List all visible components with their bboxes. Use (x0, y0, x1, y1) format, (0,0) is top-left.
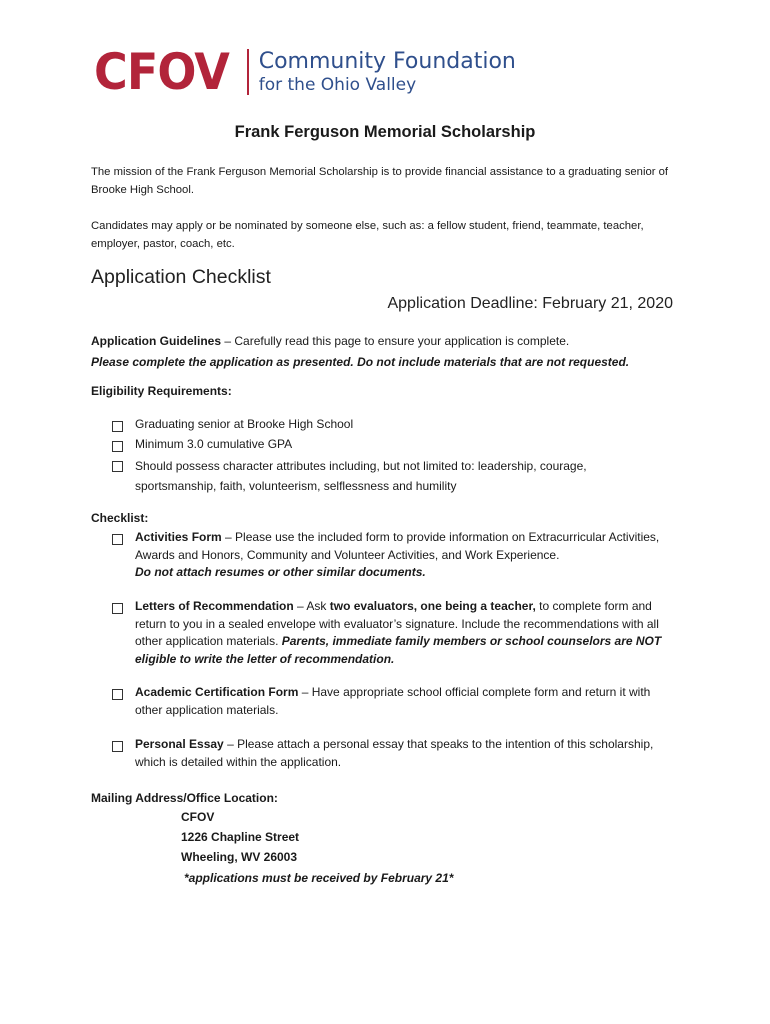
logo-line-1: Community Foundation (258, 49, 516, 74)
personal-essay-checkbox[interactable] (112, 741, 123, 752)
letters-note: Parents, immediate family members or school counselors are NOT eligible to write the letter of recommendation. (135, 634, 662, 666)
mission-paragraph: The mission of the Frank Ferguson Memorial Scholarship is to provide financial assistance to a graduating senior of Brooke High School. (91, 166, 669, 196)
letters-label: Letters of Recommendation (135, 599, 294, 613)
letters-of-recommendation-checkbox[interactable] (112, 603, 123, 614)
letters-text-b: to complete form and return to you in a sealed envelope with evaluator’s signature. Include the recommendations with all other application materials. (135, 599, 659, 648)
guidelines-text: – Carefully read this page to ensure your application is complete. (221, 334, 570, 348)
personal-essay-item (135, 736, 680, 771)
checklist-heading: Application Checklist (91, 266, 271, 288)
letters-text-a: – Ask (293, 599, 330, 613)
eligibility-item-2: Minimum 3.0 cumulative GPA (135, 437, 293, 451)
guidelines-note: Please complete the application as presented. Do not include materials that are not requested. (91, 355, 630, 369)
eligibility-item-3: Should possess character attributes including, but not limited to: leadership, courage, sportsmanship, faith, volunteerism, selflessness and humility (135, 459, 587, 493)
academic-certification-item (135, 684, 660, 719)
document-title: Frank Ferguson Memorial Scholarship (234, 123, 536, 141)
activities-form-text: – Please use the included form to provide information on Extracurricular Activities, Awards and Honors, Community and Volunteer Activities, and Work Experience. (135, 530, 660, 562)
logo-line-2: for the Ohio Valley (258, 75, 417, 95)
eligibility-checkbox-1[interactable] (112, 421, 123, 432)
academic-certification-text: – Have appropriate school official complete form and return it with other application materials. (135, 685, 651, 717)
application-deadline: Application Deadline: February 21, 2020 (387, 295, 673, 312)
checklist-subheading: Checklist: (91, 511, 149, 525)
letters-of-recommendation-item (135, 598, 680, 668)
eligibility-heading: Eligibility Requirements: (91, 384, 232, 398)
academic-certification-checkbox[interactable] (112, 689, 123, 700)
eligibility-checkbox-2[interactable] (112, 441, 123, 452)
mailing-heading: Mailing Address/Office Location: (91, 791, 278, 805)
activities-form-note: Do not attach resumes or other similar documents. (135, 565, 426, 579)
guidelines-label: Application Guidelines (91, 334, 222, 348)
eligibility-checkbox-3[interactable] (112, 461, 123, 472)
personal-essay-text: – Please attach a personal essay that speaks to the intention of this scholarship, which is detailed within the application. (135, 737, 654, 769)
mailing-line-2: 1226 Chapline Street (181, 830, 300, 844)
logo-divider (247, 49, 249, 95)
personal-essay-label: Personal Essay (135, 737, 224, 751)
logo-mark: CFOV (94, 43, 229, 101)
candidates-paragraph: Candidates may apply or be nominated by someone else, such as: a fellow student, friend, teammate, teacher, employer, pastor, coach, etc. (91, 220, 644, 250)
eligibility-item-1: Graduating senior at Brooke High School (135, 417, 354, 431)
guidelines-line (91, 332, 569, 350)
mailing-line-3: Wheeling, WV 26003 (181, 850, 298, 864)
letters-bold-text: two evaluators, one being a teacher, (329, 599, 536, 613)
cfov-logo (94, 43, 516, 101)
logo-text (259, 49, 516, 95)
academic-certification-label: Academic Certification Form (135, 685, 299, 699)
activities-form-checkbox[interactable] (112, 534, 123, 545)
mailing-line-1: CFOV (181, 810, 215, 824)
activities-form-label: Activities Form (135, 530, 222, 544)
mailing-note: *applications must be received by February 21* (184, 871, 454, 885)
activities-form-item (135, 529, 660, 582)
